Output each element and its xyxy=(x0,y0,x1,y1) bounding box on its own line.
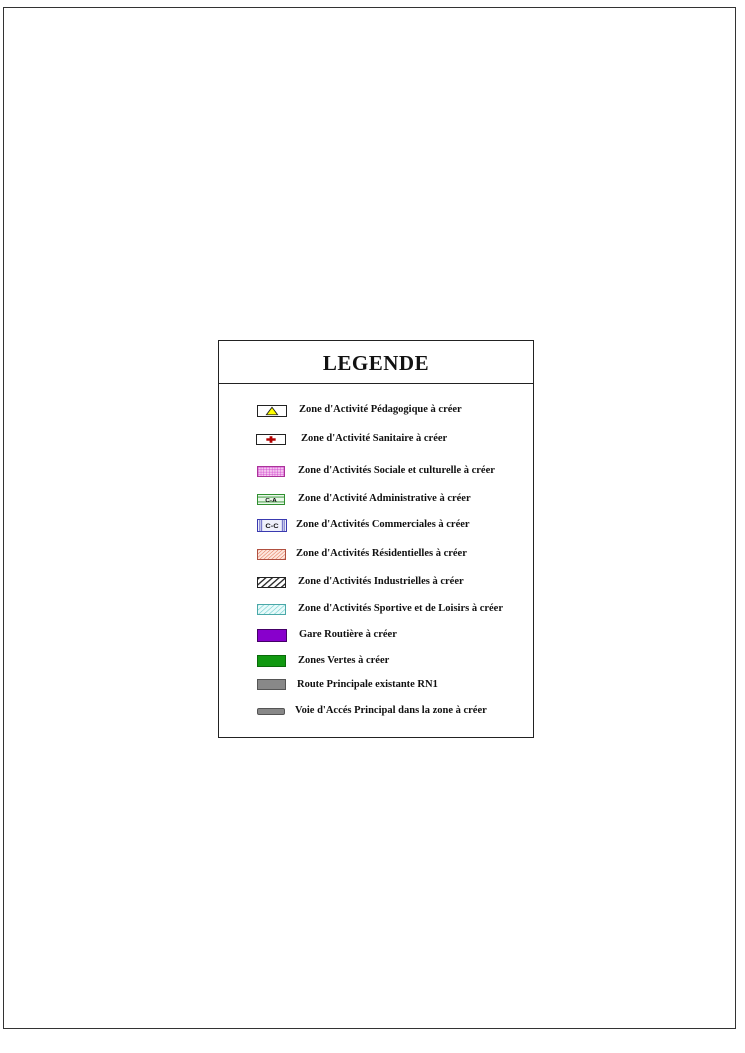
grey-fill-icon xyxy=(257,679,286,690)
green-fill-icon xyxy=(257,655,286,667)
legend-label: Zone d'Activités Sociale et culturelle à créer xyxy=(298,465,495,476)
legend-label: Zone d'Activités Commerciales à créer xyxy=(296,519,470,530)
legend-label: Zone d'Activité Pédagogique à créer xyxy=(299,404,462,415)
legend-label: Route Principale existante RN1 xyxy=(297,679,438,690)
svg-text:C-C: C-C xyxy=(265,522,279,531)
legend-item-pedagogique xyxy=(219,402,533,422)
cc-blue-lines-icon xyxy=(257,519,287,532)
legend-item-zones-vertes xyxy=(219,653,533,673)
legend-item-administrative xyxy=(219,491,533,511)
legend-label: Voie d'Accés Principal dans la zone à créer xyxy=(295,705,487,716)
triangle-yellow-icon xyxy=(257,405,287,417)
legend-item-voie-acces xyxy=(219,703,533,723)
ca-green-lines-icon xyxy=(257,494,285,505)
legend-item-sportive xyxy=(219,601,533,621)
legend-item-sociale xyxy=(219,463,533,483)
legend-label: Zone d'Activité Administrative à créer xyxy=(298,493,471,504)
legend-item-industrielles xyxy=(219,574,533,594)
legend-label: Zone d'Activités Sportive et de Loisirs à créer xyxy=(298,603,503,614)
legend-box xyxy=(218,340,534,738)
dark-hatch-icon xyxy=(257,577,286,588)
red-cross-icon xyxy=(256,434,286,445)
legend-label: Zones Vertes à créer xyxy=(298,655,390,666)
orange-hatch-icon xyxy=(257,549,286,560)
legend-label: Gare Routière à créer xyxy=(299,629,397,640)
cyan-hatch-icon xyxy=(257,604,286,615)
magenta-grid-pattern-icon xyxy=(257,466,285,477)
legend-label: Zone d'Activités Industrielles à créer xyxy=(298,576,464,587)
svg-text:C-A: C-A xyxy=(265,497,277,504)
grey-thin-fill-icon xyxy=(257,708,285,715)
legend-item-commerciales xyxy=(219,517,533,537)
legend-item-route-principale xyxy=(219,677,533,697)
legend-header xyxy=(219,341,533,384)
legend-item-gare-routiere xyxy=(219,627,533,647)
legend-label: Zone d'Activité Sanitaire à créer xyxy=(301,433,448,444)
legend-label: Zone d'Activités Résidentielles à créer xyxy=(296,548,467,559)
legend-item-sanitaire xyxy=(219,431,533,451)
legend-item-residentielles xyxy=(219,546,533,566)
legend-title: LEGENDE xyxy=(322,350,430,375)
purple-fill-icon xyxy=(257,629,287,642)
